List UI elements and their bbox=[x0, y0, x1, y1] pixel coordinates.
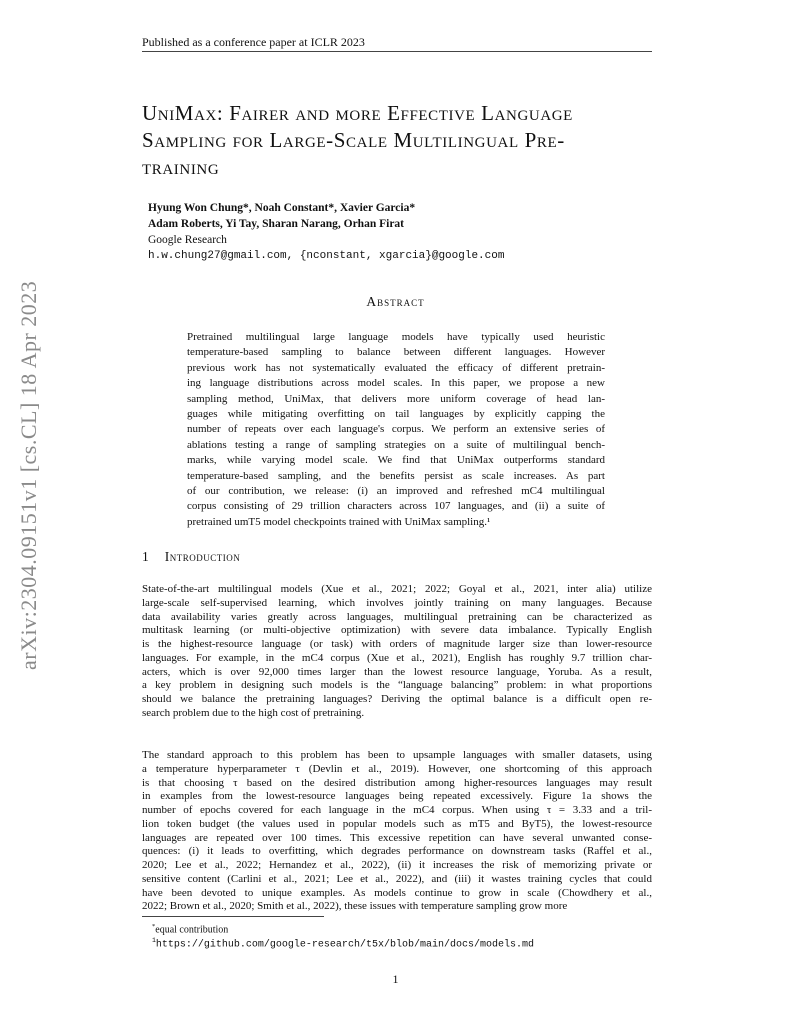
text-line: languages are repeated over 100 times. This excessive repetition can have several unwanted conse- bbox=[142, 831, 652, 844]
section-title: Introduction bbox=[164, 549, 241, 564]
section-number: 1 bbox=[142, 549, 150, 564]
text-line: of our contribution, we release: (i) an improved and refreshed mC4 multilingual bbox=[187, 485, 605, 498]
running-header: Published as a conference paper at ICLR 2023 bbox=[142, 35, 652, 52]
footnote-link[interactable]: https://github.com/google-research/t5x/blob/main/docs/models.md bbox=[155, 939, 534, 951]
text-line: 2022; Brown et al., 2020; Smith et al., 2022), these issues with temperature sampling grow more bbox=[142, 900, 568, 913]
text-line: lion token budget (the values used in popular models such as mT5 and ByT5), the lowest-resource bbox=[142, 817, 652, 830]
footnote-mark: * bbox=[152, 923, 156, 930]
text-line: ablations testing a range of sampling strategies on a suite of multilingual bench- bbox=[187, 438, 605, 451]
abstract-heading: Abstract bbox=[366, 294, 425, 309]
intro-paragraph-1 bbox=[142, 583, 652, 721]
page-number: 1 bbox=[392, 972, 399, 986]
text-line: quences: (i) it leads to overfitting, which degrades performance on downstream tasks (Raffel et al., bbox=[142, 845, 652, 858]
text-line: a temperature hyperparameter τ (Devlin et al., 2019). However, one shortcoming of this approach bbox=[142, 762, 652, 775]
text-line: guages while mitigating overfitting on tail languages by explicitly capping the bbox=[187, 408, 605, 421]
text-line: number of epochs covered for each language in the mC4 corpus. When using τ = 3.33 and a tril- bbox=[142, 804, 652, 816]
text-line: should we balance the pretraining languages? Deriving the optimal balance is a difficult open re- bbox=[142, 693, 652, 705]
text-line: is the highest-resource language (or task) with orders of magnitude larger size than lower-resource bbox=[142, 638, 652, 650]
text-line: temperature-based sampling, and the benefits persist as scale increases. As part bbox=[187, 469, 605, 482]
author-line: Hyung Won Chung*, Noah Constant*, Xavier Garcia* bbox=[148, 202, 416, 214]
footnote-text: equal contribution bbox=[155, 924, 229, 936]
text-line: a key problem in designing such models is the “language balancing” problem: in what proportions bbox=[142, 679, 652, 692]
footnote-mark: 1 bbox=[152, 937, 156, 944]
text-line: State-of-the-art multilingual models (Xue et al., 2021; 2022; Goyal et al., 2021, inter alia) utilize bbox=[142, 583, 652, 595]
abstract-body bbox=[187, 330, 605, 530]
author-block bbox=[148, 200, 628, 264]
text-line: Pretrained multilingual large language models have typically used heuristic bbox=[187, 331, 605, 343]
title-line: Sampling for Large-Scale Multilingual Pre- bbox=[142, 128, 565, 152]
footnote-url[interactable] bbox=[152, 934, 534, 951]
text-line: sampling method, UniMax, that delivers more uniform coverage of head lan- bbox=[187, 392, 605, 405]
text-line: multitask learning (or multi-objective optimization) with severe data imbalance. Typically English bbox=[142, 624, 652, 637]
text-line: languages. For example, in the mC4 corpus (Xue et al., 2021), English has roughly 9.7 trillion char- bbox=[142, 651, 652, 664]
text-line: acters, which is over 92,000 times larger than the lowest resource language, Yoruba. As a result, bbox=[142, 665, 652, 678]
intro-paragraph-2 bbox=[142, 749, 652, 914]
title-line: training bbox=[142, 155, 220, 179]
author-emails[interactable]: h.w.chung27@gmail.com, {nconstant, xgarcia}@google.com bbox=[148, 250, 505, 262]
arxiv-stamp[interactable]: arXiv:2304.09151v1 [cs.CL] 18 Apr 2023 bbox=[16, 280, 41, 670]
text-line: in examples from the lowest-resource languages being repeated excessively. Figure 1a shows the bbox=[142, 790, 652, 803]
text-line: previous work has not systematically evaluated the efficacy of different pretrain- bbox=[187, 361, 605, 374]
text-line: pretrained umT5 model checkpoints trained with UniMax sampling.¹ bbox=[187, 515, 491, 528]
author-line: Adam Roberts, Yi Tay, Sharan Narang, Orhan Firat bbox=[148, 218, 405, 230]
text-line: ing language distributions across model scales. In this paper, we propose a new bbox=[187, 377, 605, 390]
footnote-rule bbox=[142, 916, 324, 917]
text-line: sensitive content (Carlini et al., 2021; Lee et al., 2022), and (iii) it wastes training cycles that could bbox=[142, 872, 652, 885]
text-line: large-scale self-supervised learning, which involves jointly training on many languages. Because bbox=[142, 596, 652, 609]
title-line: UniMax: Fairer and more Effective Language bbox=[142, 101, 573, 125]
text-line: The standard approach to this problem has been to upsample languages with smaller datasets, using bbox=[142, 749, 652, 761]
text-line: temperature-based sampling to balance between different languages. However bbox=[187, 346, 605, 359]
text-line: is that choosing τ based on the desired distribution among higher-resources languages may result bbox=[142, 776, 652, 789]
text-line: marks, while varying model scale. We find that UniMax outperforms standard bbox=[187, 454, 605, 467]
text-line: data availability varies greatly across languages, multilingual pretraining can be characterized as bbox=[142, 610, 652, 623]
affiliation: Google Research bbox=[148, 234, 227, 246]
text-line: have been devoted to unique examples. As models continue to grow in scale (Chowdhery et al., bbox=[142, 886, 652, 899]
section-heading bbox=[142, 549, 240, 565]
paper-title bbox=[142, 100, 662, 181]
text-line: 2020; Lee et al., 2022; Hernandez et al., 2022), (ii) it increases the risk of memorizing private or bbox=[142, 859, 652, 871]
text-line: number of repeats over each language's corpus. We perform an extensive series of bbox=[187, 423, 605, 436]
text-line: search problem due to the high cost of pretraining. bbox=[142, 706, 365, 719]
text-line: corpus consisting of 29 trillion characters across 107 languages, and (ii) a suite of bbox=[187, 500, 605, 513]
